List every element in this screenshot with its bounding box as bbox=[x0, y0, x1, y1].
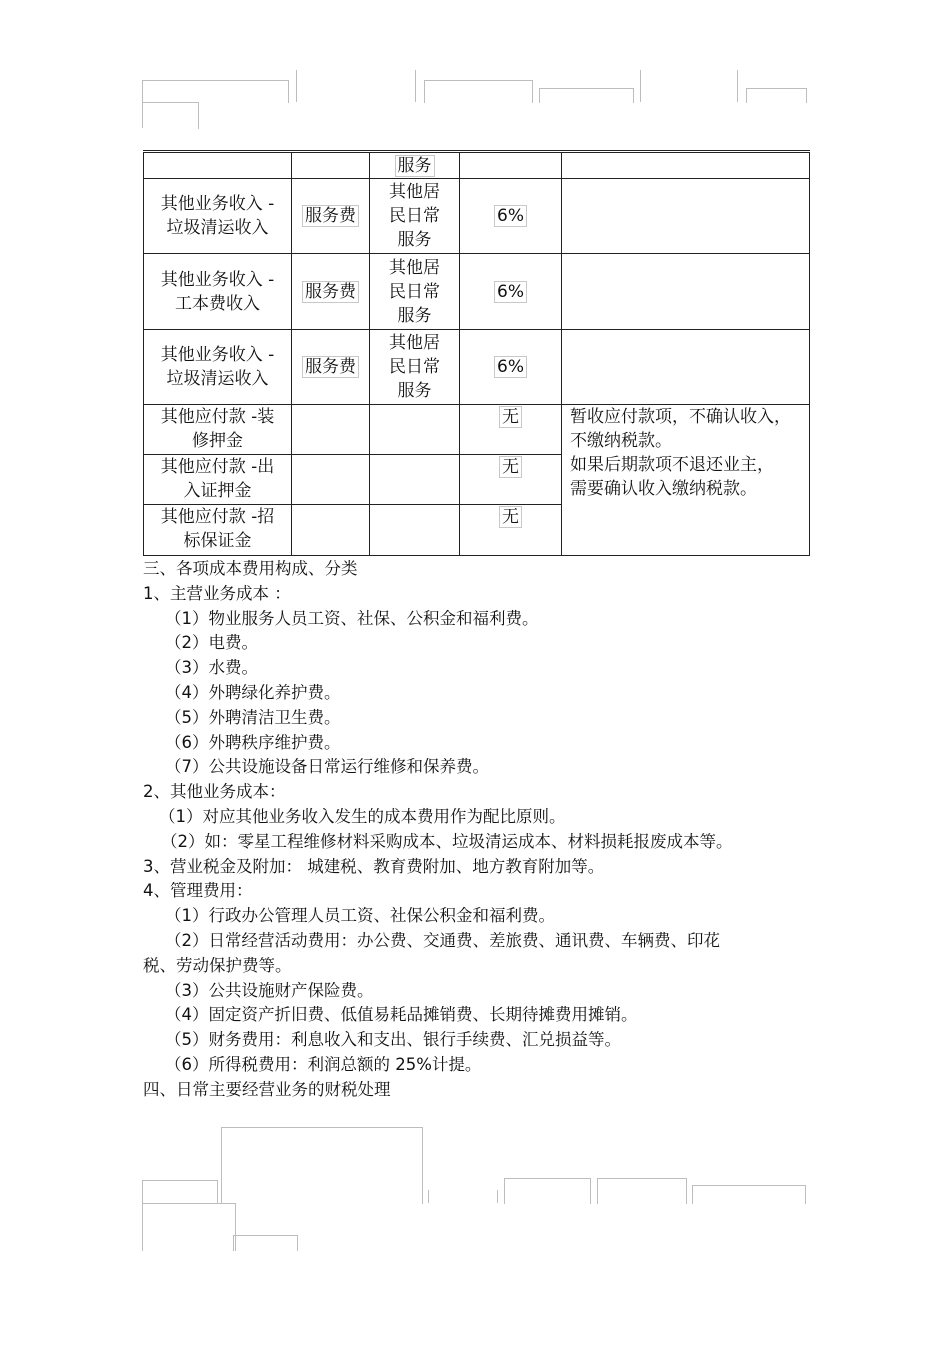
category-cell bbox=[370, 455, 460, 505]
scan-frame-fragment bbox=[504, 1178, 591, 1204]
type-cell bbox=[292, 455, 370, 505]
rate-text: 6% bbox=[494, 281, 527, 303]
tax-surcharge-line: 3、营业税金及附加： 城建税、教育费附加、地方教育附加等。 bbox=[143, 856, 605, 876]
item-cell bbox=[144, 505, 292, 556]
table-row bbox=[144, 179, 810, 254]
category-text-line: 服务 bbox=[397, 381, 432, 401]
section-heading: 三、各项成本费用构成、分类 bbox=[143, 559, 358, 578]
list-item: （2）如：零星工程维修材料采购成本、垃圾清运成本、材料损耗报废成本等。 bbox=[161, 831, 733, 851]
list-item: （4）固定资产折旧费、低值易耗品摊销费、长期待摊费用摊销。 bbox=[165, 1005, 638, 1025]
scan-frame-fragment bbox=[497, 1190, 499, 1203]
list-item: （1）物业服务人员工资、社保、公积金和福利费。 bbox=[165, 608, 539, 628]
rate-cell bbox=[460, 330, 562, 405]
item-text-line: 入证押金 bbox=[183, 481, 252, 501]
table-row bbox=[144, 152, 810, 179]
cost-classification-section bbox=[143, 557, 823, 1103]
item-text-line: 修押金 bbox=[192, 431, 243, 451]
list-item: （1）对应其他业务收入发生的成本费用作为配比原则。 bbox=[159, 806, 566, 826]
main-cost-title: 1、主营业务成本 ： bbox=[143, 583, 291, 603]
scan-frame-fragment bbox=[296, 70, 298, 102]
category-cell bbox=[370, 152, 460, 179]
category-text-line: 民日常 bbox=[389, 357, 440, 377]
category-text-line: 服务 bbox=[397, 305, 432, 326]
list-item: （6）所得税费用：利润总额的 25%计提。 bbox=[165, 1054, 482, 1074]
scan-frame-fragment bbox=[692, 1185, 806, 1204]
item-text-line: 其他业务收入 - bbox=[160, 345, 275, 365]
item-text-line: 其他应付款 -装 bbox=[160, 407, 275, 427]
admin-cost-title: 4、管理费用： bbox=[143, 881, 253, 901]
category-text-line: 其他居 bbox=[389, 257, 440, 278]
rate-cell bbox=[460, 254, 562, 330]
type-cell bbox=[292, 330, 370, 405]
item-cell bbox=[144, 405, 292, 455]
deposit-note-line: 如果后期款项不退还业主， bbox=[570, 455, 774, 475]
deposit-note-line: 需要确认收入缴纳税款。 bbox=[570, 479, 757, 499]
category-text-line: 其他居 bbox=[389, 182, 440, 202]
category-cell bbox=[370, 505, 460, 556]
rate-cell bbox=[460, 152, 562, 179]
table-row bbox=[144, 405, 810, 455]
note-cell bbox=[562, 330, 810, 405]
list-item: （2）电费。 bbox=[165, 633, 258, 653]
list-item: （4）外聘绿化养护费。 bbox=[165, 682, 341, 702]
scan-frame-fragment bbox=[640, 70, 642, 102]
list-item: （5）财务费用：利息收入和支出、银行手续费、汇兑损益等。 bbox=[165, 1030, 621, 1050]
other-cost-title: 2、其他业务成本： bbox=[143, 782, 286, 802]
list-item: （3）公共设施财产保险费。 bbox=[165, 980, 374, 1000]
scan-frame-fragment bbox=[142, 1180, 218, 1204]
rate-cell bbox=[460, 179, 562, 254]
rate-cell bbox=[460, 455, 562, 505]
type-cell bbox=[292, 179, 370, 254]
item-text-line: 工本费收入 bbox=[175, 293, 260, 314]
scan-frame-fragment bbox=[746, 88, 807, 103]
scan-frame-fragment bbox=[142, 80, 289, 103]
category-text-line: 服务 bbox=[397, 230, 432, 250]
tax-treatment-table bbox=[143, 150, 810, 556]
note-cell bbox=[562, 179, 810, 254]
category-text-line: 民日常 bbox=[389, 281, 440, 302]
list-item: （6）外聘秩序维护费。 bbox=[165, 732, 341, 752]
scan-frame-fragment bbox=[415, 70, 417, 102]
scan-frame-fragment bbox=[233, 1235, 298, 1251]
item-cell bbox=[144, 455, 292, 505]
scan-frame-fragment bbox=[428, 1190, 430, 1203]
item-cell bbox=[144, 179, 292, 254]
item-cell bbox=[144, 330, 292, 405]
rate-cell bbox=[460, 505, 562, 556]
table-row bbox=[144, 254, 810, 330]
item-text-line: 其他业务收入 - bbox=[160, 269, 275, 290]
item-text-line: 其他业务收入 - bbox=[160, 194, 275, 214]
rate-cell bbox=[460, 405, 562, 455]
type-cell bbox=[292, 405, 370, 455]
scan-frame-fragment bbox=[142, 102, 199, 129]
item-text-line: 垃圾清运收入 bbox=[166, 369, 269, 389]
list-item: （2）日常经营活动费用：办公费、交通费、差旅费、通讯费、车辆费、印花 bbox=[165, 930, 720, 950]
scan-frame-fragment bbox=[221, 1127, 423, 1204]
deposit-note-line: 暂收应付款项，不确认收入， bbox=[570, 407, 791, 427]
rate-text: 6% bbox=[494, 356, 527, 378]
category-cell bbox=[370, 405, 460, 455]
scan-frame-fragment bbox=[424, 80, 533, 103]
category-text: 服务 bbox=[395, 155, 435, 177]
scan-frame-fragment bbox=[539, 88, 634, 103]
item-text-line: 垃圾清运收入 bbox=[166, 218, 269, 238]
item-text-line: 其他应付款 -出 bbox=[160, 457, 275, 477]
table-row bbox=[144, 330, 810, 405]
item-text-line: 其他应付款 -招 bbox=[160, 507, 275, 527]
type-cell bbox=[292, 254, 370, 330]
type-cell bbox=[292, 152, 370, 179]
category-cell bbox=[370, 330, 460, 405]
item-text-line: 标保证金 bbox=[183, 531, 252, 551]
category-cell bbox=[370, 179, 460, 254]
deposit-note-line: 不缴纳税款。 bbox=[570, 431, 672, 451]
type-text: 服务费 bbox=[302, 356, 359, 378]
section-heading: 四、日常主要经营业务的财税处理 bbox=[143, 1079, 391, 1099]
category-text-line: 其他居 bbox=[389, 333, 440, 353]
list-item: （1）行政办公管理人员工资、社保公积金和福利费。 bbox=[165, 906, 555, 926]
item-cell bbox=[144, 254, 292, 330]
deposit-note-cell bbox=[562, 405, 810, 556]
rate-text: 无 bbox=[499, 456, 522, 478]
list-item: （5）外聘清洁卫生费。 bbox=[165, 707, 341, 727]
list-item: （3）水费。 bbox=[165, 658, 258, 678]
category-text-line: 民日常 bbox=[389, 206, 440, 226]
scan-frame-fragment bbox=[142, 1203, 236, 1251]
note-cell bbox=[562, 254, 810, 330]
scan-frame-fragment bbox=[737, 70, 739, 102]
category-cell bbox=[370, 254, 460, 330]
note-cell bbox=[562, 152, 810, 179]
rate-text: 无 bbox=[499, 506, 522, 528]
type-text: 服务费 bbox=[302, 281, 359, 303]
rate-text: 无 bbox=[499, 406, 522, 428]
rate-text: 6% bbox=[494, 205, 527, 227]
type-text: 服务费 bbox=[302, 205, 359, 227]
type-cell bbox=[292, 505, 370, 556]
list-item-continuation: 税、劳动保护费等。 bbox=[143, 955, 292, 975]
list-item: （7）公共设施设备日常运行维修和保养费。 bbox=[165, 757, 489, 777]
item-cell bbox=[144, 152, 292, 179]
scan-frame-fragment bbox=[597, 1178, 687, 1204]
